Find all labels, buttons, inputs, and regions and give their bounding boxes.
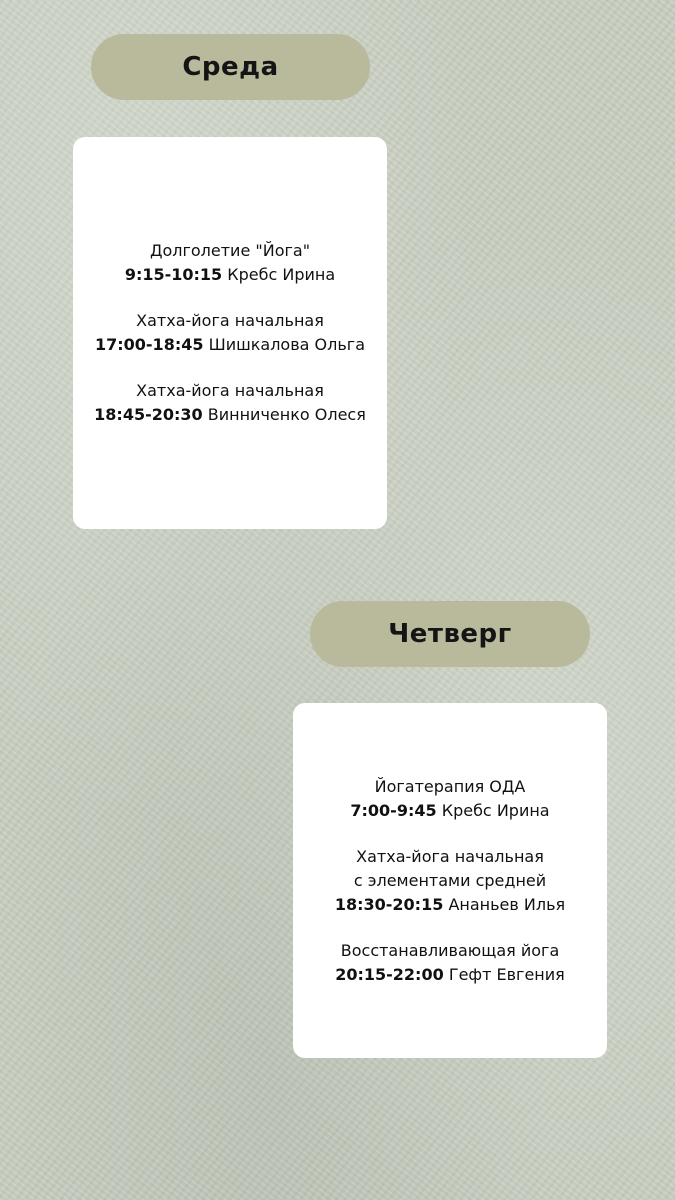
session-title: Хатха-йога начальная xyxy=(356,846,544,866)
session-time: 18:30-20:15 xyxy=(334,894,444,914)
session-instructor: Винниченко Олеся xyxy=(207,405,366,424)
session-time-line xyxy=(94,403,366,427)
session-time: 7:00-9:45 xyxy=(350,800,437,820)
day-heading-wednesday: Среда xyxy=(91,34,370,100)
session-time-line xyxy=(350,799,549,823)
session-title: Йогатерапия ОДА xyxy=(374,776,526,796)
session-item xyxy=(125,239,335,287)
session-item xyxy=(335,939,565,987)
session-time-line xyxy=(125,263,335,287)
session-item xyxy=(350,775,549,823)
session-subtitle: с элементами средней xyxy=(353,870,547,890)
session-item xyxy=(335,845,565,917)
session-title: Хатха-йога начальная xyxy=(136,381,324,400)
session-item xyxy=(94,379,366,427)
day-heading-thursday: Четверг xyxy=(310,601,590,667)
session-instructor: Кребс Ирина xyxy=(441,800,550,820)
session-title: Хатха-йога начальная xyxy=(136,311,324,330)
session-time-line xyxy=(335,893,565,917)
session-instructor: Гефт Евгения xyxy=(448,964,565,984)
session-time-line xyxy=(335,963,565,987)
session-time: 20:15-22:00 xyxy=(335,964,444,984)
session-instructor: Кребс Ирина xyxy=(227,265,336,284)
schedule-card-thursday xyxy=(293,703,607,1058)
session-time: 9:15-10:15 xyxy=(124,265,223,284)
schedule-card-wednesday xyxy=(73,137,387,529)
session-title: Восстанавливающая йога xyxy=(340,940,560,960)
session-item xyxy=(95,309,365,357)
session-title: Долголетие "Йога" xyxy=(149,241,311,260)
session-time-line xyxy=(95,333,365,357)
session-instructor: Шишкалова Ольга xyxy=(208,335,365,354)
session-instructor: Ананьев Илья xyxy=(448,894,566,914)
session-time: 18:45-20:30 xyxy=(94,405,203,424)
session-time: 17:00-18:45 xyxy=(94,335,204,354)
